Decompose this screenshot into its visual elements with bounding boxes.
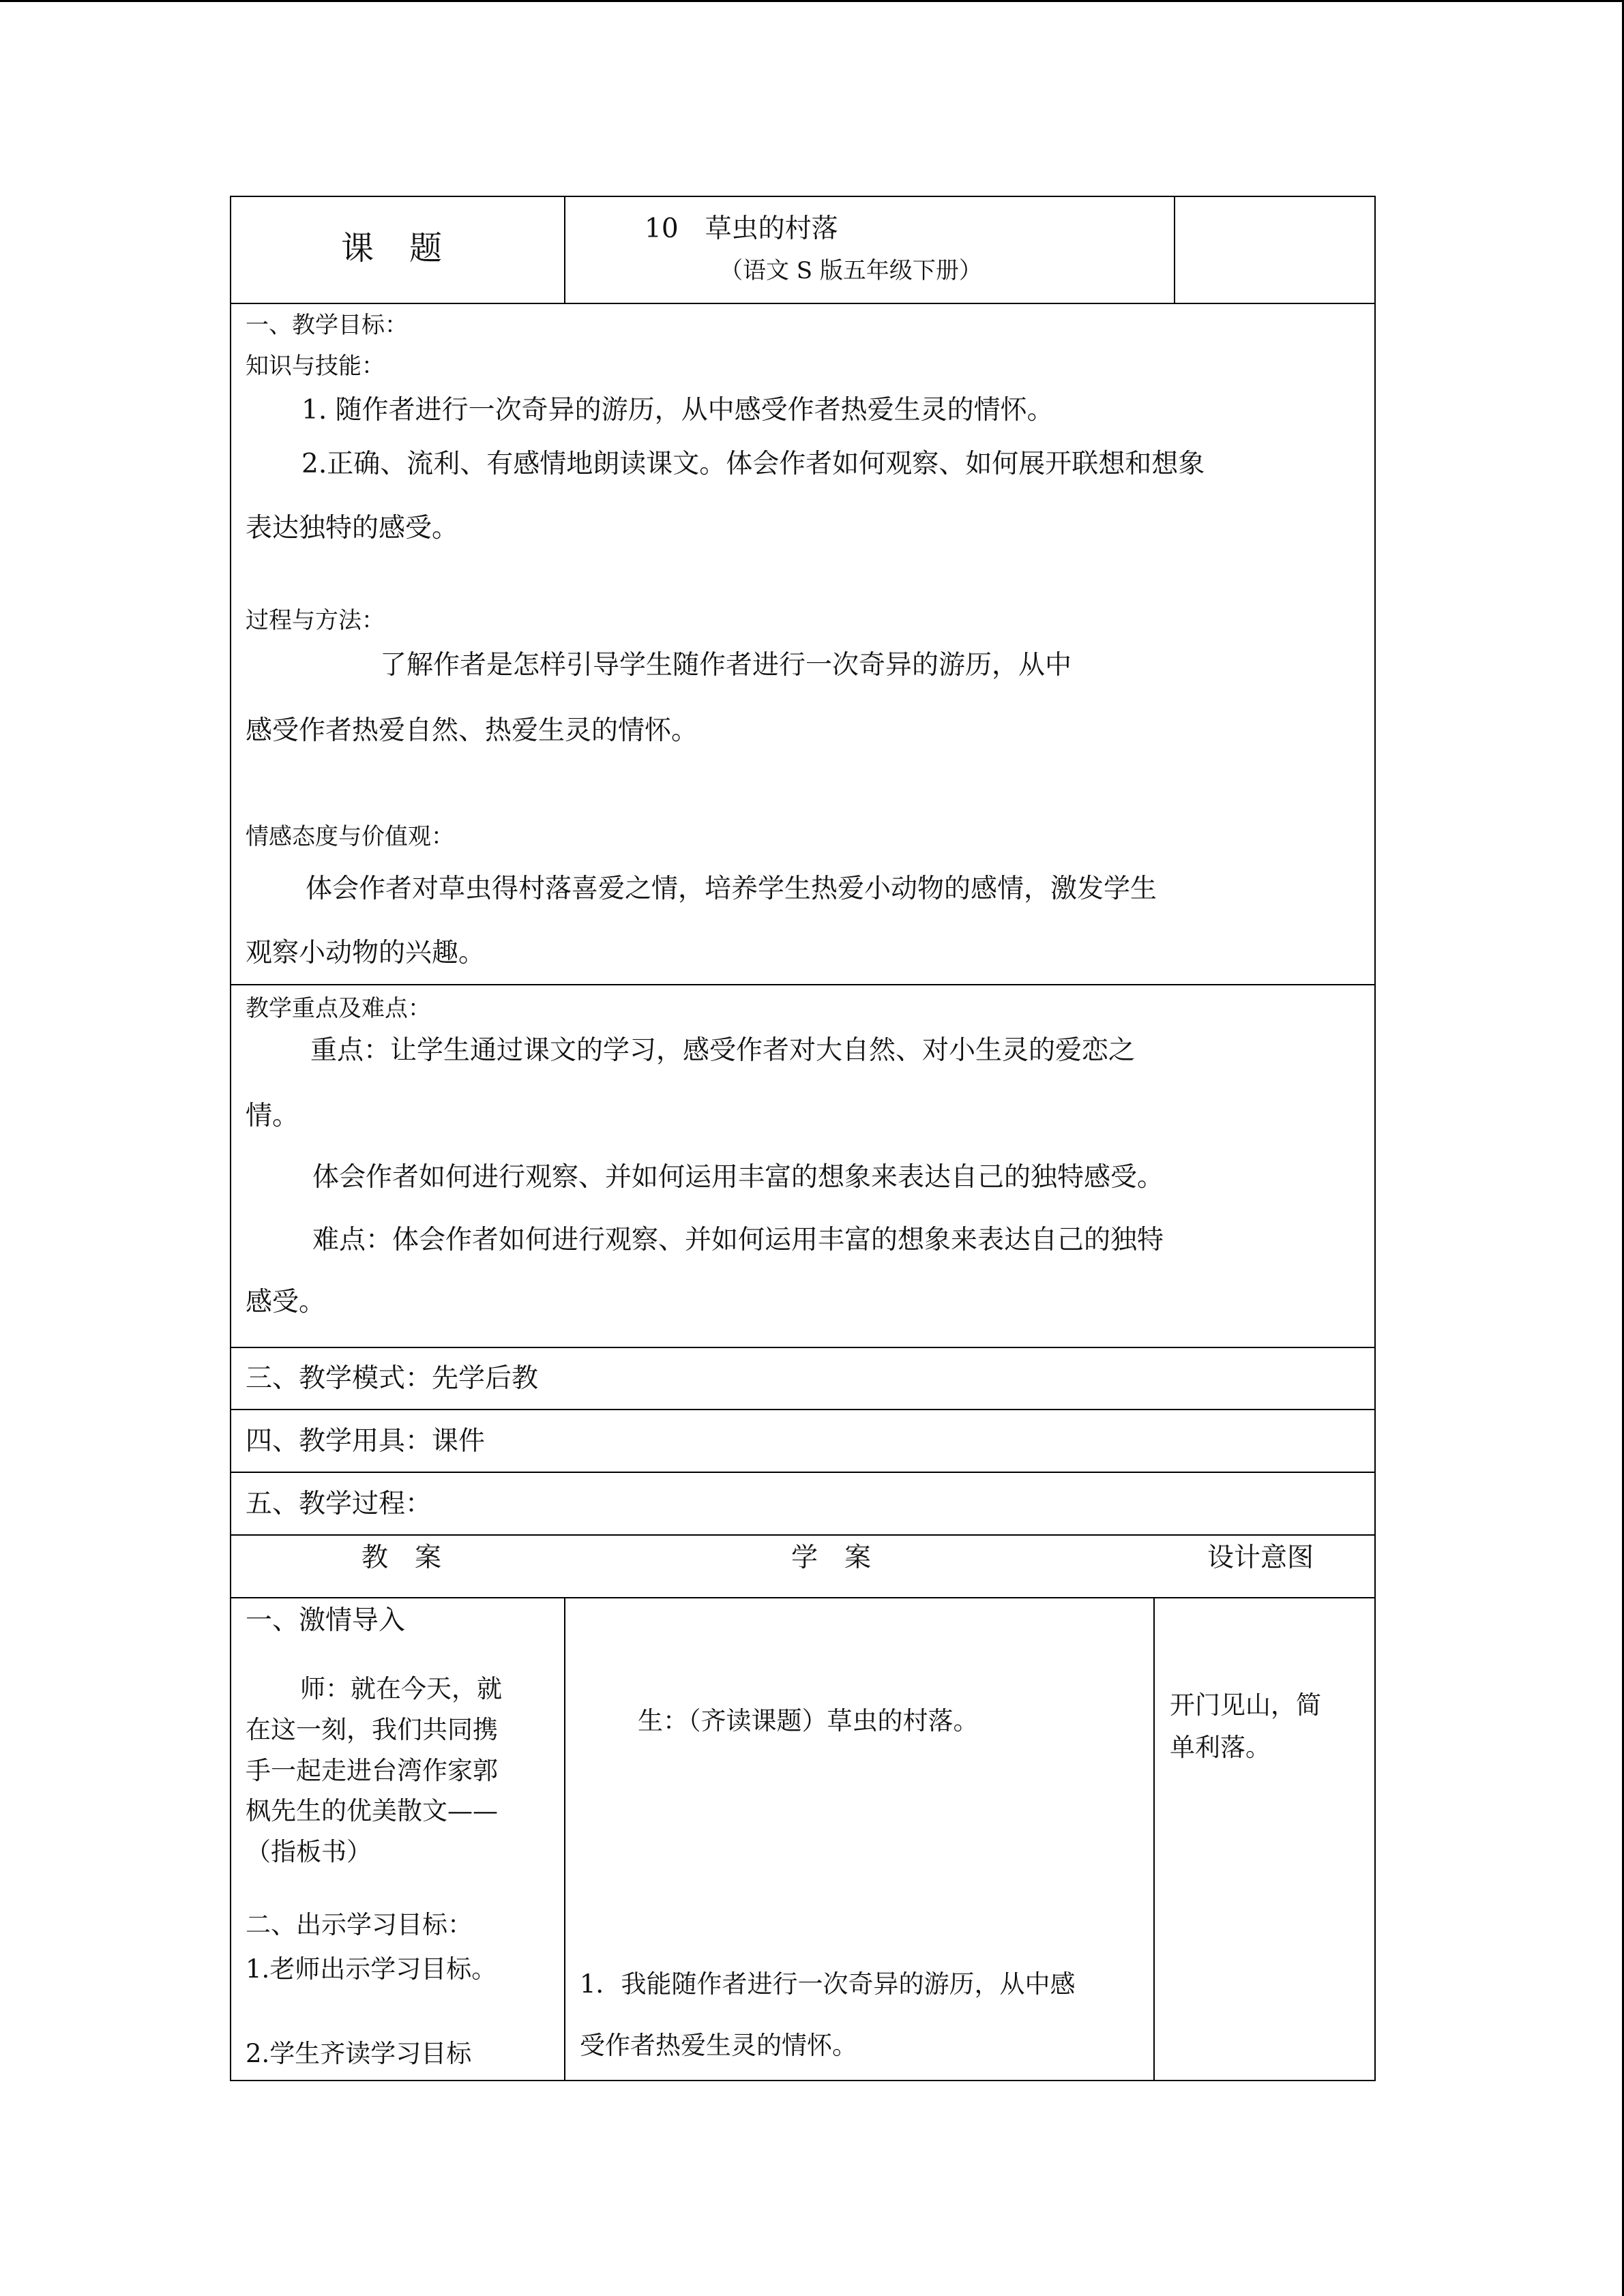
teacher-line: 枫先生的优美散文—— xyxy=(246,1796,498,1825)
table-rule xyxy=(230,1597,1376,1598)
column-header-teacher: 教 案 xyxy=(361,1542,442,1573)
teaching-tools: 四、教学用具：课件 xyxy=(246,1426,486,1457)
table-rule xyxy=(230,984,1376,985)
textbook-edition: （语文 S 版五年级下册） xyxy=(720,257,982,284)
teacher-section-intro: 一、激情导入 xyxy=(246,1605,406,1636)
knowledge-item-continued: 表达独特的感受。 xyxy=(246,513,459,543)
teacher-line: 在这一刻，我们共同携 xyxy=(246,1715,498,1744)
design-intent: 开门见山，简 xyxy=(1170,1690,1321,1720)
teacher-line: 师：就在今天，就 xyxy=(300,1674,502,1703)
design-intent-continued: 单利落。 xyxy=(1170,1733,1271,1762)
table-rule xyxy=(230,1534,1376,1536)
table-rule xyxy=(230,196,231,2081)
objectives-heading: 一、教学目标： xyxy=(246,312,408,339)
teacher-line: 手一起走进台湾作家郭 xyxy=(246,1756,498,1785)
teacher-line: （指板书） xyxy=(246,1837,372,1866)
page-top-border xyxy=(0,0,1624,2)
table-rule xyxy=(230,1409,1376,1410)
teaching-process-heading: 五、教学过程： xyxy=(246,1489,432,1519)
emotion-text: 体会作者对草虫得村落喜爱之情，培养学生热爱小动物的感情，激发学生 xyxy=(306,874,1157,904)
student-goal-continued: 受作者热爱生灵的情怀。 xyxy=(580,2031,857,2060)
difficult-point-text-continued: 感受。 xyxy=(246,1287,326,1317)
teaching-mode: 三、教学模式：先学后教 xyxy=(246,1363,539,1394)
teacher-step: 1.老师出示学习目标。 xyxy=(246,1954,497,1984)
teacher-step: 2.学生齐读学习目标 xyxy=(246,2039,472,2068)
table-rule xyxy=(1374,196,1376,2081)
table-rule xyxy=(1153,1597,1155,2081)
subject-label: 课 题 xyxy=(341,229,444,267)
table-rule xyxy=(230,196,1376,197)
key-point-text: 体会作者如何进行观察、并如何运用丰富的想象来表达自己的独特感受。 xyxy=(312,1162,1164,1193)
table-rule xyxy=(564,196,565,304)
process-text-continued: 感受作者热爱自然、热爱生灵的情怀。 xyxy=(246,715,698,746)
table-rule xyxy=(230,303,1376,304)
column-header-intent: 设计意图 xyxy=(1207,1542,1314,1573)
difficult-point-text: 难点：体会作者如何进行观察、并如何运用丰富的想象来表达自己的独特 xyxy=(312,1225,1164,1255)
table-rule xyxy=(230,2080,1376,2081)
knowledge-heading: 知识与技能： xyxy=(246,353,385,380)
key-point-text: 重点：让学生通过课文的学习，感受作者对大自然、对小生灵的爱恋之 xyxy=(310,1035,1136,1066)
key-point-text-continued: 情。 xyxy=(246,1101,299,1131)
student-goal: 1．我能随作者进行一次奇异的游历，从中感 xyxy=(580,1969,1076,1999)
process-heading: 过程与方法： xyxy=(246,607,385,634)
lesson-title: 10 草虫的村落 xyxy=(645,213,838,244)
table-rule xyxy=(564,1597,565,2081)
table-rule xyxy=(1174,196,1175,304)
teacher-section-goals: 二、出示学习目标： xyxy=(246,1910,473,1939)
key-points-heading: 教学重点及难点： xyxy=(246,995,431,1022)
emotion-text-continued: 观察小动物的兴趣。 xyxy=(246,938,486,968)
knowledge-item: 1. 随作者进行一次奇异的游历，从中感受作者热爱生灵的情怀。 xyxy=(301,395,1054,426)
knowledge-item: 2.正确、流利、有感情地朗读课文。体会作者如何观察、如何展开联想和想象 xyxy=(301,449,1205,479)
emotion-heading: 情感态度与价值观： xyxy=(246,823,454,850)
student-response: 生：（齐读课题）草虫的村落。 xyxy=(638,1706,979,1735)
table-rule xyxy=(230,1347,1376,1348)
column-header-student: 学 案 xyxy=(791,1542,872,1573)
table-rule xyxy=(230,1472,1376,1473)
process-text: 了解作者是怎样引导学生随作者进行一次奇异的游历，从中 xyxy=(380,650,1072,681)
